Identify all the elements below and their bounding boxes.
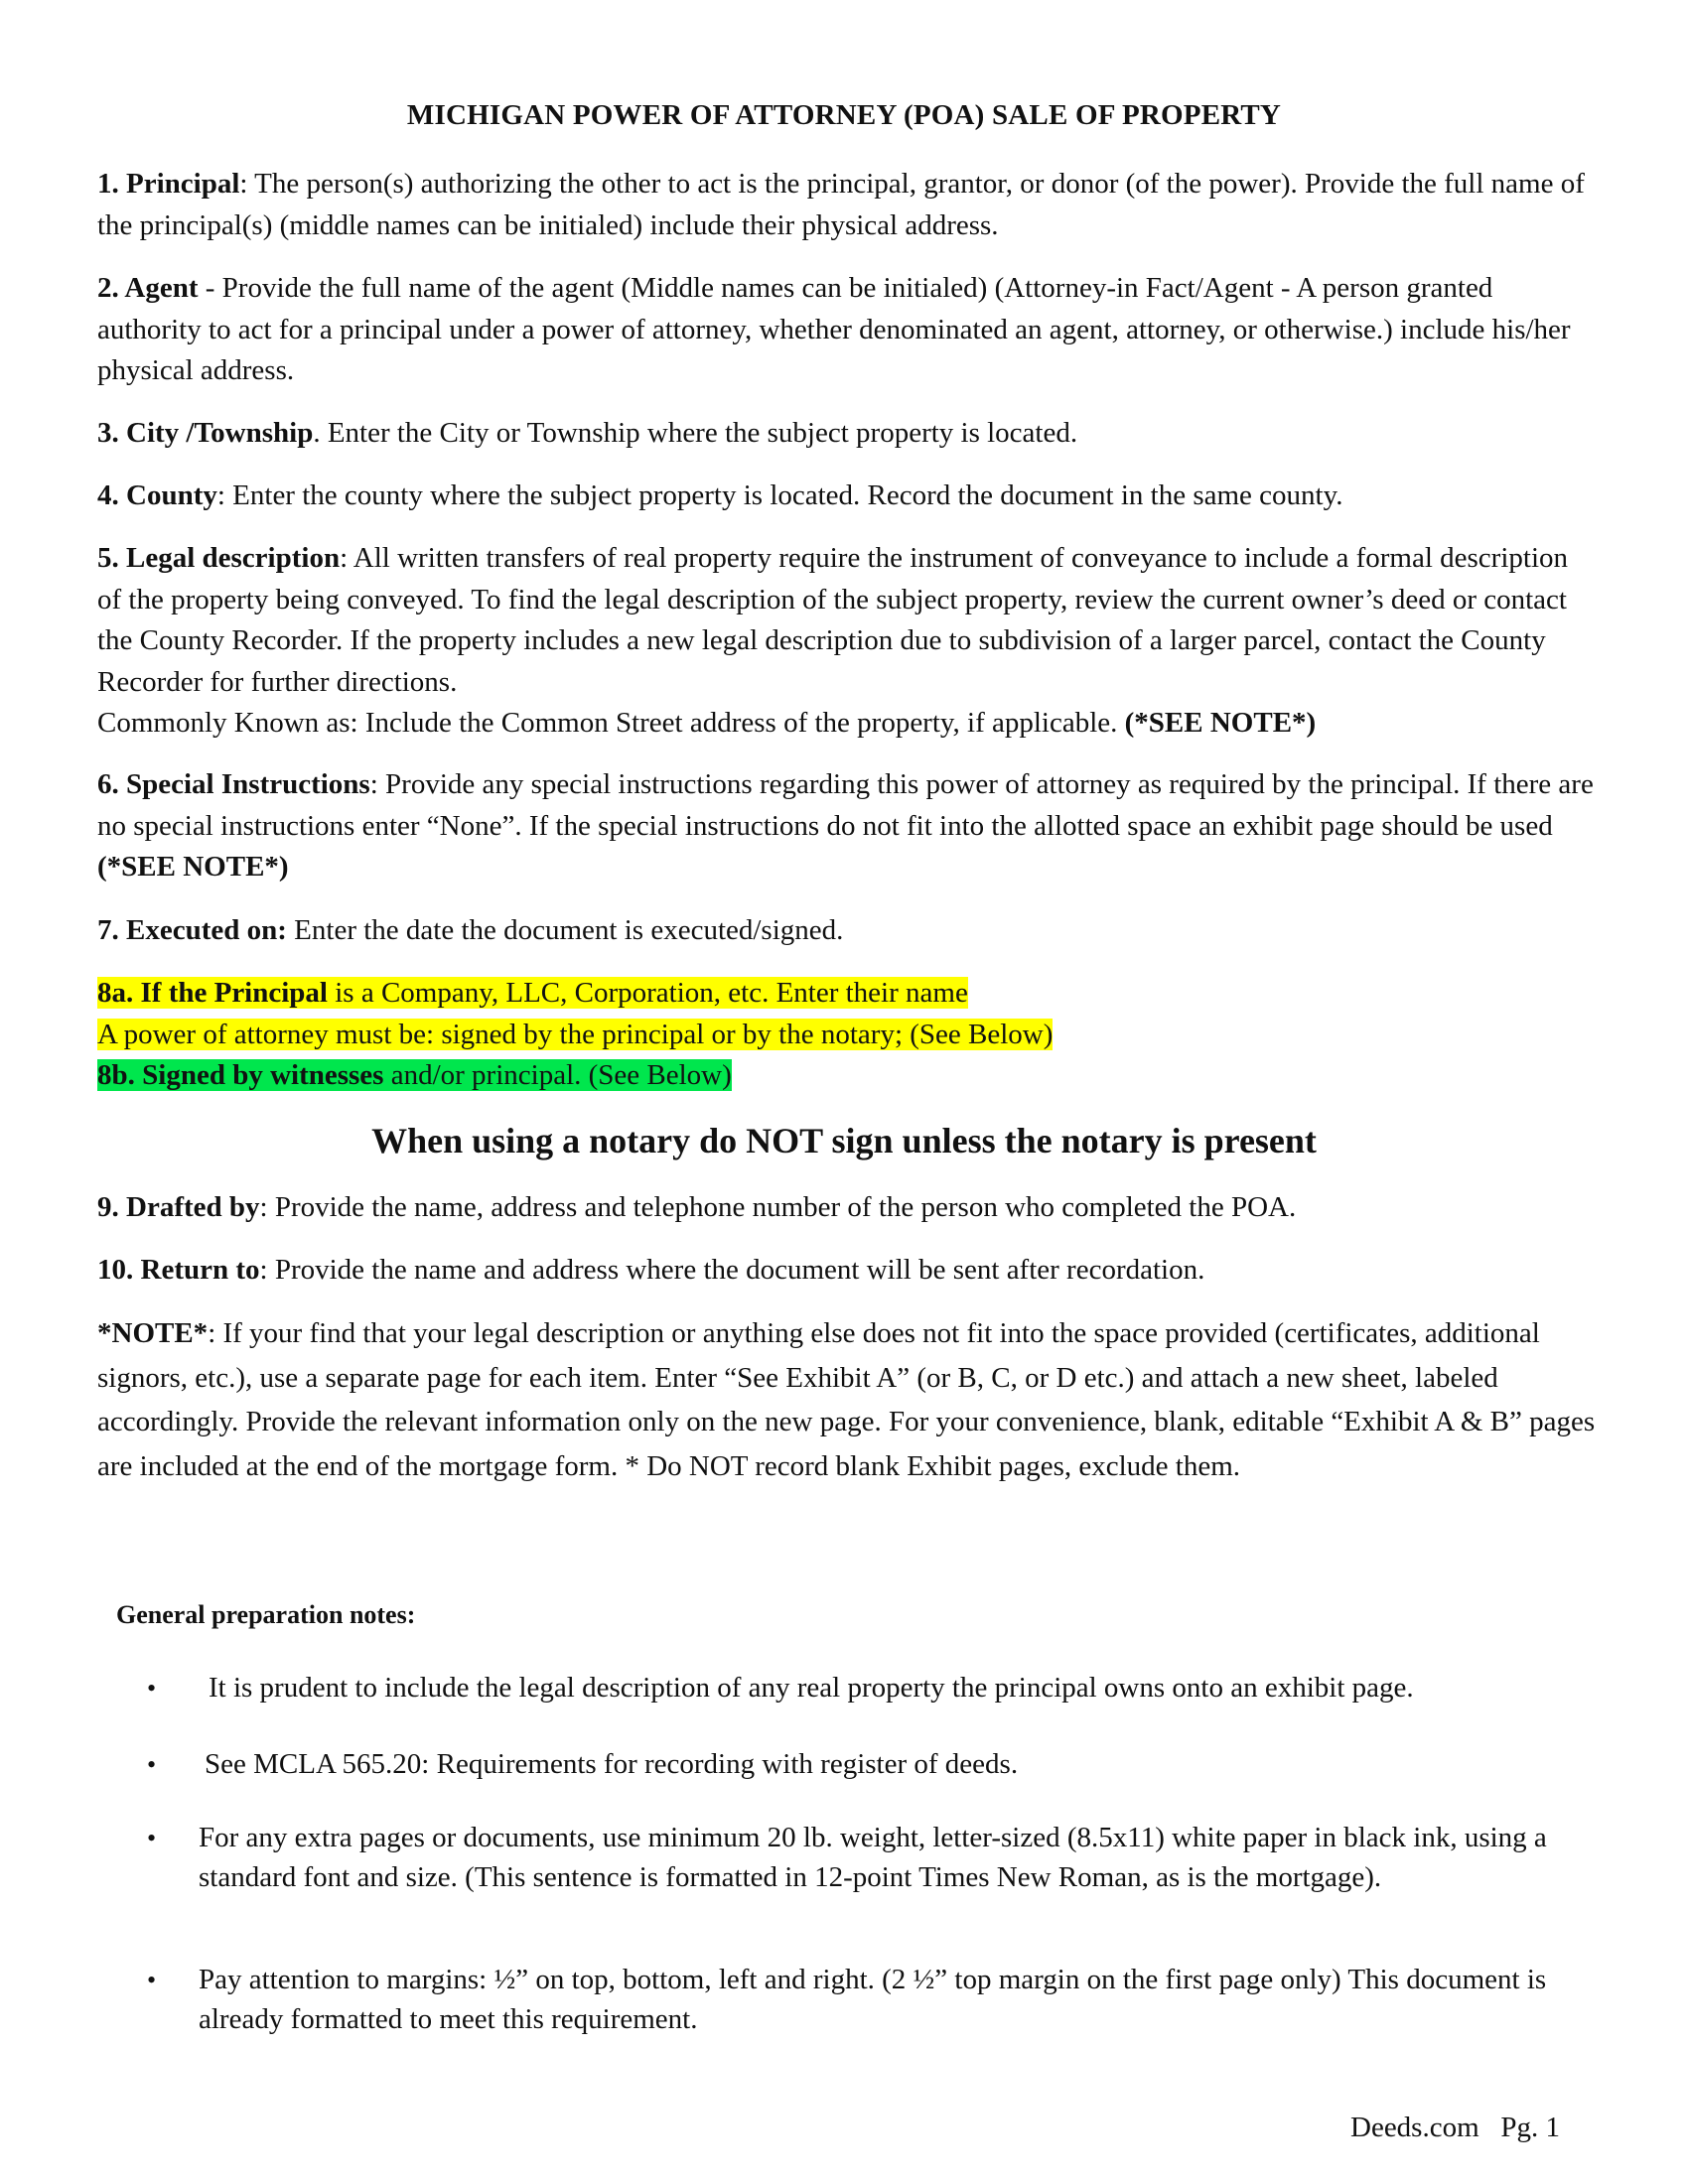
bullet-icon: •	[147, 1966, 157, 1994]
item-label: 8a. If the Principal	[97, 977, 328, 1009]
bullet-icon: •	[147, 1824, 157, 1852]
note-text: It is prudent to include the legal description of any real property the principal owns onto an exhibit page.	[209, 1672, 1414, 1704]
footer-site: Deeds.com	[1350, 2112, 1479, 2143]
item-label: 6. Special Instructions	[97, 768, 370, 800]
item-8a	[97, 973, 1597, 1097]
highlight-green	[97, 1059, 732, 1091]
general-note-2	[205, 1744, 1605, 1784]
item-text: : Provide any special instructions regarding this power of attorney as required by the principal. If there are no special instructions enter “None”. If the special instructions do not fit into the allotted space an exhibit page should be used	[97, 768, 1594, 842]
item-text: : Enter the county where the subject property is located. Record the document in the same county.	[216, 479, 1343, 511]
item-text: Enter the date the document is executed/signed.	[286, 914, 844, 946]
page-footer	[1350, 2112, 1560, 2144]
item-text: : The person(s) authorizing the other to act is the principal, grantor, or donor (of the power). Provide the full name of the principal(s) (middle names can be initialed) include their physical address.	[97, 168, 1585, 241]
item-principal	[97, 164, 1597, 246]
highlight-yellow-line: A power of attorney must be: signed by the principal or by the notary; (See Below)	[97, 1018, 1054, 1050]
item-label: 1. Principal	[97, 168, 240, 200]
item-legal-description	[97, 538, 1597, 745]
item-label: 8b. Signed by witnesses	[97, 1059, 384, 1091]
item-label: 4. County	[97, 479, 217, 511]
general-note-1	[209, 1668, 1599, 1707]
item-label: 5. Legal description	[97, 542, 341, 574]
note-paragraph	[97, 1311, 1597, 1488]
note-text: Pay attention to margins: ½” on top, bottom, left and right. (2 ½” top margin on the first page only) This document is already formatted to meet this requirement.	[199, 1964, 1547, 2035]
item-county	[97, 476, 1597, 517]
item-city	[97, 413, 1597, 455]
item-label: 2. Agent	[97, 272, 199, 304]
bullet-icon: •	[147, 1674, 157, 1703]
item-text: : Provide the name and address where the document will be sent after recordation.	[259, 1254, 1205, 1286]
general-note-4	[199, 1960, 1599, 2039]
item-label: 10. Return to	[97, 1254, 260, 1286]
commonly-known-text: Commonly Known as: Include the Common Street address of the property, if applicable.	[97, 707, 1125, 739]
item-label: 7. Executed on:	[97, 914, 287, 946]
general-note-3	[199, 1818, 1599, 1897]
item-label: 9. Drafted by	[97, 1191, 260, 1223]
item-text: : All written transfers of real property require the instrument of conveyance to include a formal description of the property being conveyed. To find the legal description of the subject property, review the current owner’s deed or contact the County Recorder. If the property includes a new legal description due to subdivision of a larger parcel, contact the County Recorder for further directions.	[97, 542, 1568, 698]
item-agent	[97, 268, 1597, 392]
item-text: : Provide the name, address and telephone number of the person who completed the POA.	[259, 1191, 1297, 1223]
item-label: 3. City /Township	[97, 417, 314, 449]
bullet-icon: •	[147, 1750, 157, 1779]
note-text: For any extra pages or documents, use minimum 20 lb. weight, letter-sized (8.5x11) white paper in black ink, using a standard font and size. (This sentence is formatted in 12-point Times New Roman, as is the mortgage).	[199, 1822, 1547, 1893]
item-text: is a Company, LLC, Corporation, etc. Enter their name	[328, 977, 968, 1009]
item-executed-on	[97, 910, 1597, 952]
page-title: MICHIGAN POWER OF ATTORNEY (POA) SALE OF PROPERTY	[406, 99, 1282, 131]
item-text: - Provide the full name of the agent (Middle names can be initialed) (Attorney-in Fact/Agent - A person granted authority to act for a principal under a power of attorney, whether denominated an agent, attorney, or otherwise.) include his/her physical address.	[97, 272, 1571, 386]
footer-page-number: Pg. 1	[1500, 2112, 1561, 2143]
item-text: . Enter the City or Township where the subject property is located.	[313, 417, 1078, 449]
note-text: : If your find that your legal description or anything else does not fit into the space provided (certificates, additional signors, etc.), use a separate page for each item. Enter “See Exhibit A” (or B, C, or D etc.) and attach a new sheet, labeled accordingly. Provide the relevant information only on the new page. For your convenience, blank, editable “Exhibit A & B” pages are included at the end of the mortgage form. * Do NOT record blank Exhibit pages, exclude them.	[97, 1317, 1596, 1482]
see-note-label: (*SEE NOTE*)	[97, 851, 289, 883]
item-drafted-by	[97, 1187, 1597, 1229]
item-text: and/or principal. (See Below)	[383, 1059, 732, 1091]
see-note-label: (*SEE NOTE*)	[1124, 707, 1317, 739]
highlight-yellow	[97, 977, 968, 1009]
item-special-instructions	[97, 764, 1597, 888]
note-text: See MCLA 565.20: Requirements for recording with register of deeds.	[205, 1748, 1019, 1780]
notary-warning: When using a notary do NOT sign unless the notary is present	[371, 1121, 1317, 1160]
general-notes-title: General preparation notes:	[116, 1600, 416, 1629]
note-label: *NOTE*	[97, 1317, 209, 1349]
item-return-to	[97, 1250, 1597, 1292]
